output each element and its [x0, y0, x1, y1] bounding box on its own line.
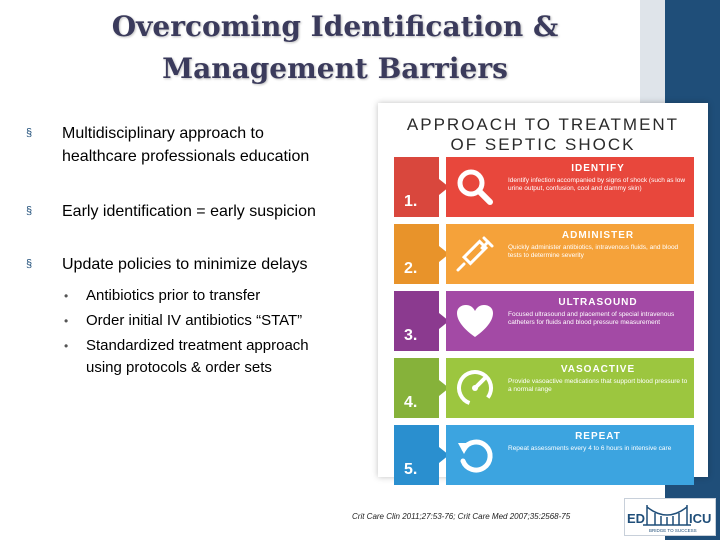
repeat-icon — [452, 433, 498, 477]
bullet-mark: § — [26, 205, 33, 217]
sub-bullet-text: Antibiotics prior to transfer — [86, 287, 261, 304]
infographic-title — [378, 115, 708, 155]
infographic-title-line-1: APPROACH TO TREATMENT — [406, 115, 680, 134]
step-identify — [394, 157, 694, 217]
step-number: 1. — [394, 157, 439, 217]
bullet-mark: § — [26, 127, 33, 139]
bullet-item — [26, 253, 371, 276]
step-description: Focused ultrasound and placement of special intravenous catheters for fluids and blood pressure measurement — [508, 311, 675, 326]
step-number: 3. — [394, 291, 439, 351]
slide-title — [60, 6, 610, 90]
step-vasoactive — [394, 358, 694, 418]
sub-bullet-text: using protocols & order sets — [86, 359, 272, 376]
logo-left-text: ED — [627, 511, 646, 526]
heart-icon — [452, 299, 498, 343]
step-body — [446, 224, 694, 284]
syringe-icon — [452, 232, 498, 276]
step-name: IDENTIFY — [571, 163, 625, 174]
step-number: 4. — [394, 358, 439, 418]
slide-title-line-1: Overcoming Identification & — [111, 10, 559, 43]
bullet-text: Early identification = early suspicion — [62, 203, 316, 220]
step-description: Identify infection accompanied by signs of shock (such as low urine output, confusion, cool and clammy skin) — [508, 177, 686, 192]
bullet-text: healthcare professionals education — [62, 148, 310, 165]
citation: Crit Care Clin 2011;27:53-76; Crit Care Med 2007;35:2568-75 — [352, 512, 571, 521]
step-description: Provide vasoactive medications that support blood pressure to a normal range — [508, 378, 688, 393]
step-name: ULTRASOUND — [558, 297, 638, 308]
bullet-item — [26, 122, 371, 168]
bullet-list — [26, 122, 371, 379]
ed-icu-logo — [624, 498, 716, 536]
step-description: Repeat assessments every 4 to 6 hours in intensive care — [508, 445, 672, 452]
step-body — [446, 358, 694, 418]
sub-bullet-item — [26, 285, 371, 307]
magnifier-icon — [452, 165, 498, 209]
logo-tagline: BRIDGE TO SUCCESS — [649, 528, 697, 533]
step-name: REPEAT — [575, 431, 621, 442]
step-body — [446, 425, 694, 485]
step-body — [446, 291, 694, 351]
sub-bullet-dot: • — [64, 289, 69, 303]
step-name: ADMINISTER — [561, 230, 635, 241]
step-ultrasound — [394, 291, 694, 351]
logo-right-text: ICU — [689, 511, 712, 526]
step-description: Quickly administer antibiotics, intravenous fluids, and blood tests to determine severity — [508, 244, 679, 259]
sub-bullet-dot: • — [64, 314, 69, 328]
sub-bullet-dot: • — [64, 339, 69, 353]
step-name: VASOACTIVE — [560, 364, 636, 375]
sub-bullet-text: Standardized treatment approach — [86, 337, 309, 354]
right-accent-bar-light — [640, 0, 665, 105]
bullet-text: Update policies to minimize delays — [62, 256, 308, 273]
sub-bullet-item — [26, 335, 371, 379]
step-administer — [394, 224, 694, 284]
sub-bullet-list — [26, 285, 371, 379]
step-body — [446, 157, 694, 217]
sub-bullet-item — [26, 310, 371, 332]
gauge-icon — [452, 366, 498, 410]
step-number: 5. — [394, 425, 439, 485]
step-repeat — [394, 425, 694, 485]
infographic-title-line-2: OF SEPTIC SHOCK — [450, 135, 636, 154]
bullet-mark: § — [26, 258, 33, 270]
step-number: 2. — [394, 224, 439, 284]
sub-bullet-text: Order initial IV antibiotics “STAT” — [86, 312, 303, 329]
bullet-text: Multidisciplinary approach to — [62, 125, 264, 142]
bullet-item — [26, 200, 371, 223]
slide-title-line-2: Management Barriers — [162, 52, 508, 85]
